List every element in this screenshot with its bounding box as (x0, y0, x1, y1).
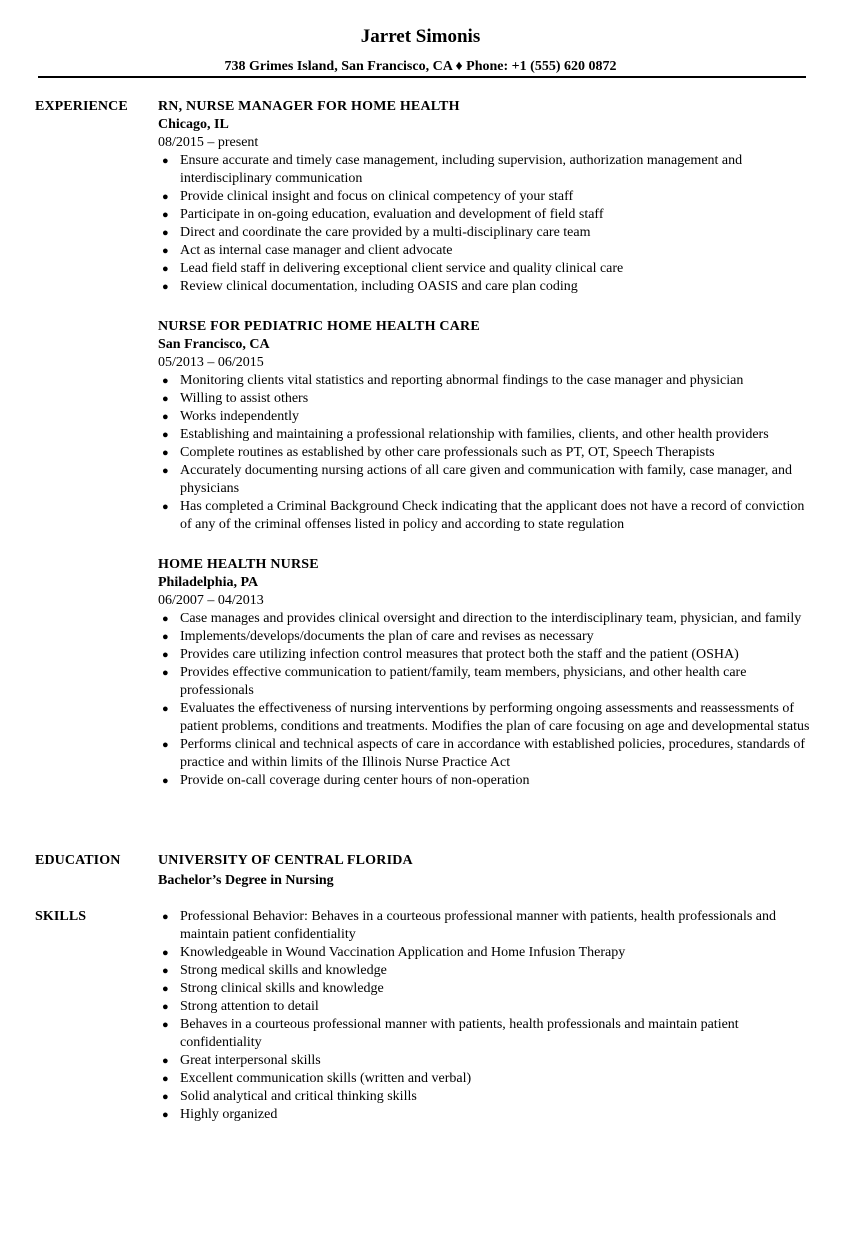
bullet-icon: ● (162, 947, 169, 959)
job-bullets (158, 152, 813, 296)
bullet-icon: ● (162, 227, 169, 239)
bullet-icon: ● (162, 667, 169, 679)
skills-label: SKILLS (35, 909, 87, 924)
job-location: Chicago, IL (158, 117, 229, 132)
skill-text: Excellent communication skills (written and verbal) (180, 1071, 472, 1086)
bullet-text: Monitoring clients vital statistics and reporting abnormal findings to the case manager and physician (180, 373, 744, 388)
bullet-text: Lead field staff in delivering exceptional client service and quality clinical care (180, 261, 624, 276)
job-dates: 08/2015 – present (158, 135, 259, 150)
bullet-icon: ● (162, 1091, 169, 1103)
skill-item (158, 908, 813, 944)
bullet-text: Performs clinical and technical aspects of care in accordance with established policies, procedures, standards of practice and within limits of the Illinois Nurse Practice Act (180, 737, 806, 770)
experience-body (158, 98, 813, 812)
bullet-icon: ● (162, 965, 169, 977)
education-body (158, 852, 813, 890)
bullet-icon: ● (162, 411, 169, 423)
skill-text: Behaves in a courteous professional manner with patients, health professionals and maintain patient confidentiality (180, 1017, 739, 1050)
skill-item (158, 980, 813, 998)
bullet-item (158, 372, 813, 390)
bullet-icon: ● (162, 245, 169, 257)
skills-body (158, 908, 813, 1124)
candidate-name: Jarret Simonis (360, 26, 481, 47)
job-entry (158, 318, 813, 534)
bullet-item (158, 188, 813, 206)
bullet-text: Establishing and maintaining a professional relationship with families, clients, and other health providers (180, 427, 769, 442)
bullet-text: Ensure accurate and timely case management, including supervision, authorization management and interdisciplinary communication (180, 153, 743, 186)
bullet-icon: ● (162, 983, 169, 995)
skill-item (158, 1088, 813, 1106)
bullet-icon: ● (162, 447, 169, 459)
bullet-icon: ● (162, 263, 169, 275)
bullet-item (158, 700, 813, 736)
bullet-text: Works independently (180, 409, 300, 424)
bullet-item (158, 224, 813, 242)
skill-item (158, 962, 813, 980)
bullet-text: Direct and coordinate the care provided by a multi-disciplinary care team (180, 225, 591, 240)
bullet-item (158, 736, 813, 772)
job-title: NURSE FOR PEDIATRIC HOME HEALTH CARE (158, 319, 480, 334)
bullet-item (158, 426, 813, 444)
bullet-item (158, 444, 813, 462)
bullet-item (158, 628, 813, 646)
bullet-icon: ● (162, 1073, 169, 1085)
experience-label: EXPERIENCE (35, 99, 128, 114)
bullet-icon: ● (162, 209, 169, 221)
skill-text: Great interpersonal skills (180, 1053, 321, 1068)
bullet-item (158, 498, 813, 534)
bullet-icon: ● (162, 375, 169, 387)
skill-item (158, 998, 813, 1016)
skill-text: Strong clinical skills and knowledge (180, 981, 384, 996)
job-location: Philadelphia, PA (158, 575, 259, 590)
bullet-item (158, 610, 813, 628)
bullet-icon: ● (162, 191, 169, 203)
bullet-text: Review clinical documentation, including OASIS and care plan coding (180, 279, 578, 294)
skill-item (158, 1052, 813, 1070)
bullet-text: Provide on-call coverage during center hours of non-operation (180, 773, 530, 788)
skill-item (158, 1070, 813, 1088)
bullet-icon: ● (162, 631, 169, 643)
bullet-item (158, 152, 813, 188)
bullet-text: Provides care utilizing infection control measures that protect both the staff and the patient (OSHA) (180, 647, 739, 662)
job-dates: 06/2007 – 04/2013 (158, 593, 264, 608)
job-dates: 05/2013 – 06/2015 (158, 355, 264, 370)
bullet-icon: ● (162, 739, 169, 751)
bullet-icon: ● (162, 911, 169, 923)
header-divider (38, 76, 806, 78)
bullet-item (158, 664, 813, 700)
bullet-item (158, 206, 813, 224)
bullet-item (158, 408, 813, 426)
bullet-text: Accurately documenting nursing actions of all care given and communication with family, case manager, and physicians (180, 463, 792, 496)
job-bullets (158, 372, 813, 534)
skill-text: Highly organized (180, 1107, 278, 1122)
bullet-item (158, 646, 813, 664)
education-label: EDUCATION (35, 853, 121, 868)
bullet-text: Act as internal case manager and client advocate (180, 243, 453, 258)
bullet-icon: ● (162, 703, 169, 715)
bullet-text: Participate in on-going education, evaluation and development of field staff (180, 207, 604, 222)
bullet-text: Provide clinical insight and focus on clinical competency of your staff (180, 189, 574, 204)
skill-text: Professional Behavior: Behaves in a courteous professional manner with patients, health professionals and maintain patient confidentiality (180, 909, 777, 942)
skill-item (158, 944, 813, 962)
bullet-text: Implements/develops/documents the plan of care and revises as necessary (180, 629, 594, 644)
bullet-icon: ● (162, 1001, 169, 1013)
bullet-icon: ● (162, 1019, 169, 1031)
bullet-item (158, 278, 813, 296)
resume-header (35, 25, 806, 75)
education-school: UNIVERSITY OF CENTRAL FLORIDA (158, 853, 413, 868)
bullet-icon: ● (162, 1109, 169, 1121)
education-degree: Bachelor’s Degree in Nursing (158, 873, 334, 888)
contact-line: 738 Grimes Island, San Francisco, CA ♦ Phone: +1 (555) 620 0872 (224, 59, 617, 74)
bullet-text: Case manages and provides clinical oversight and direction to the interdisciplinary team, physician, and family (180, 611, 802, 626)
skill-text: Strong attention to detail (180, 999, 319, 1014)
bullet-text: Willing to assist others (180, 391, 309, 406)
bullet-icon: ● (162, 155, 169, 167)
skill-item (158, 1106, 813, 1124)
bullet-text: Complete routines as established by other care professionals such as PT, OT, Speech Therapists (180, 445, 715, 460)
job-bullets (158, 610, 813, 790)
job-entry (158, 556, 813, 790)
bullet-icon: ● (162, 465, 169, 477)
bullet-item (158, 260, 813, 278)
bullet-icon: ● (162, 649, 169, 661)
bullet-icon: ● (162, 613, 169, 625)
bullet-icon: ● (162, 1055, 169, 1067)
bullet-icon: ● (162, 501, 169, 513)
skills-list (158, 908, 813, 1124)
job-location: San Francisco, CA (158, 337, 270, 352)
skill-item (158, 1016, 813, 1052)
bullet-item (158, 462, 813, 498)
job-title: RN, NURSE MANAGER FOR HOME HEALTH (158, 99, 460, 114)
skill-text: Knowledgeable in Wound Vaccination Application and Home Infusion Therapy (180, 945, 626, 960)
bullet-item (158, 242, 813, 260)
bullet-icon: ● (162, 775, 169, 787)
bullet-icon: ● (162, 281, 169, 293)
skill-text: Solid analytical and critical thinking skills (180, 1089, 417, 1104)
bullet-text: Has completed a Criminal Background Check indicating that the applicant does not have a record of conviction of any of the criminal offenses listed in policy and according to state regulation (180, 499, 805, 532)
job-title: HOME HEALTH NURSE (158, 557, 319, 572)
bullet-icon: ● (162, 429, 169, 441)
job-entry (158, 98, 813, 296)
bullet-text: Evaluates the effectiveness of nursing interventions by performing ongoing assessments and reassessments of patient problems, conditions and treatments. Modifies the plan of care focusing on age and developmental status (180, 701, 810, 734)
bullet-item (158, 390, 813, 408)
bullet-item (158, 772, 813, 790)
bullet-text: Provides effective communication to patient/family, team members, physicians, and other health care professionals (180, 665, 747, 698)
skill-text: Strong medical skills and knowledge (180, 963, 387, 978)
bullet-icon: ● (162, 393, 169, 405)
